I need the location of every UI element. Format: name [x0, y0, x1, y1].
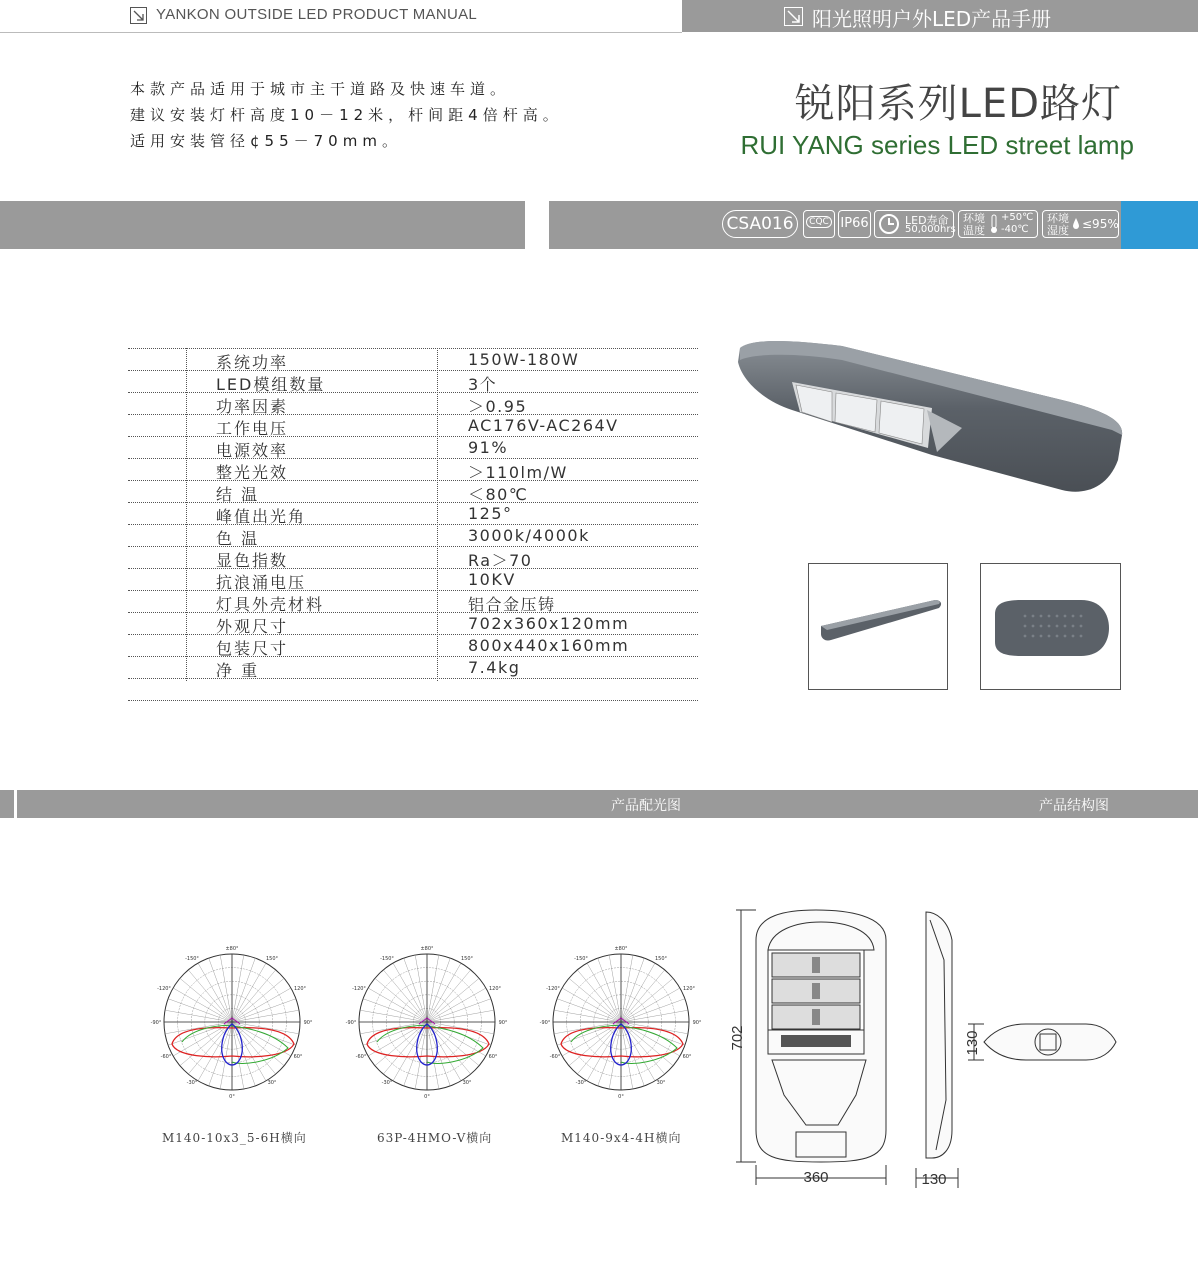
spec-row — [128, 370, 698, 392]
spec-row — [128, 392, 698, 414]
product-top-image — [981, 564, 1120, 689]
ip-badge: IP66 — [838, 210, 871, 238]
spec-key: 灯具外壳材料 — [216, 595, 325, 614]
header-right — [682, 0, 1198, 32]
spec-row — [128, 458, 698, 480]
screw-hole — [1024, 625, 1027, 628]
spec-row — [128, 612, 698, 634]
svg-text:120°: 120° — [488, 986, 502, 992]
spec-divider — [186, 348, 187, 681]
svg-text:60°: 60° — [488, 1054, 498, 1060]
svg-text:120°: 120° — [682, 986, 696, 992]
spec-row — [128, 414, 698, 436]
spec-key: 显色指数 — [216, 551, 289, 570]
svg-text:150°: 150° — [460, 956, 474, 962]
svg-text:-150°: -150° — [380, 956, 394, 962]
structure-drawing — [726, 900, 1126, 1190]
svg-text:-30°: -30° — [186, 1080, 198, 1086]
product-title-en: RUI YANG series LED street lamp — [740, 130, 1134, 160]
spec-row — [128, 502, 698, 524]
spec-key: 包装尺寸 — [216, 639, 289, 658]
spec-key: 抗浪涌电压 — [216, 573, 307, 592]
screw-hole — [1080, 625, 1083, 628]
spec-key: 峰值出光角 — [216, 507, 307, 526]
spec-value: 10KV — [468, 570, 516, 589]
svg-text:±80°: ±80° — [614, 946, 628, 952]
svg-text:-90°: -90° — [150, 1020, 162, 1026]
section-bar — [17, 790, 1198, 818]
header-left — [0, 0, 682, 33]
screw-hole — [1072, 615, 1075, 618]
blue-accent — [1121, 201, 1198, 249]
dim-height: 130 — [921, 1171, 947, 1188]
screw-hole — [1048, 635, 1051, 638]
dim-length: 702 — [729, 1025, 746, 1051]
svg-text:0°: 0° — [424, 1094, 430, 1100]
spec-row — [128, 348, 698, 370]
screw-hole — [1032, 615, 1035, 618]
product-title-cn: 锐阳系列LED路灯 — [794, 81, 1122, 127]
dim-front-height: 130 — [964, 1030, 981, 1056]
screw-hole — [1040, 625, 1043, 628]
svg-text:60°: 60° — [293, 1054, 303, 1060]
product-photo — [732, 330, 1127, 500]
spec-value: 铝合金压铸 — [468, 595, 556, 614]
svg-text:90°: 90° — [303, 1020, 313, 1026]
screw-hole — [1064, 615, 1067, 618]
spec-key: LED模组数量 — [216, 375, 326, 394]
spec-key: 整光光效 — [216, 463, 289, 482]
spec-key: 结 温 — [216, 485, 260, 504]
svg-text:150°: 150° — [654, 956, 668, 962]
thumbnail-top[interactable] — [980, 563, 1121, 690]
spec-value: ＜80℃ — [468, 485, 529, 504]
spec-row — [128, 480, 698, 502]
arrow-box-icon — [784, 7, 803, 26]
svg-text:-150°: -150° — [574, 956, 588, 962]
intro-text — [130, 76, 563, 154]
spec-value: 3个 — [468, 375, 498, 394]
screw-hole — [1064, 635, 1067, 638]
polar-chart — [142, 932, 322, 1112]
header-left-text: YANKON OUTSIDE LED PRODUCT MANUAL — [156, 6, 478, 23]
screw-hole — [1056, 615, 1059, 618]
svg-text:90°: 90° — [692, 1020, 702, 1026]
svg-text:±80°: ±80° — [420, 946, 434, 952]
screw-hole — [1048, 625, 1051, 628]
svg-text:-60°: -60° — [160, 1054, 172, 1060]
screw-hole — [1072, 635, 1075, 638]
spec-key: 净 重 — [216, 661, 260, 680]
spec-value: 150W-180W — [468, 350, 580, 369]
screw-hole — [1080, 615, 1083, 618]
svg-text:30°: 30° — [267, 1080, 277, 1086]
spec-value: 91% — [468, 438, 509, 457]
screw-hole — [1032, 635, 1035, 638]
section-bar-edge — [0, 790, 14, 818]
screw-hole — [1064, 625, 1067, 628]
polar-caption: 63P-4HMO-V横向 — [377, 1131, 493, 1145]
spec-key: 外观尺寸 — [216, 617, 289, 636]
screw-hole — [1040, 635, 1043, 638]
spec-value: 125° — [468, 504, 513, 523]
svg-text:150°: 150° — [265, 956, 279, 962]
spec-divider — [437, 348, 438, 681]
spec-row — [128, 678, 698, 701]
svg-text:0°: 0° — [229, 1094, 235, 1100]
temperature-badge: 环境温度 +50℃ -40℃ — [958, 210, 1038, 238]
svg-text:-150°: -150° — [185, 956, 199, 962]
spec-row — [128, 568, 698, 590]
spec-key: 工作电压 — [216, 419, 289, 438]
thermometer-icon — [990, 214, 998, 234]
spec-key: 色 温 — [216, 529, 260, 548]
svg-text:±80°: ±80° — [225, 946, 239, 952]
polar-caption: M140-9x4-4H横向 — [561, 1131, 682, 1145]
svg-text:60°: 60° — [682, 1054, 692, 1060]
spec-value: 702x360x120mm — [468, 614, 630, 633]
spec-row — [128, 634, 698, 656]
spec-row — [128, 546, 698, 568]
spec-table — [128, 348, 698, 701]
humidity-badge: 环境湿度 ≤95% — [1042, 210, 1119, 238]
water-drop-icon — [1072, 217, 1080, 231]
spec-key: 功率因素 — [216, 397, 289, 416]
svg-text:-120°: -120° — [546, 986, 560, 992]
polar-chart — [531, 932, 711, 1112]
spec-row — [128, 590, 698, 612]
spec-row — [128, 524, 698, 546]
structure-section-title: 产品结构图 — [1039, 798, 1109, 814]
csa-badge: CSA016 — [722, 210, 798, 238]
screw-hole — [1056, 625, 1059, 628]
product-side-image — [809, 564, 947, 689]
led-life-badge: LED寿命 50,000hrs — [874, 210, 954, 238]
gray-band-left — [0, 201, 525, 249]
clock-icon — [878, 213, 900, 235]
screw-hole — [1024, 615, 1027, 618]
svg-text:-30°: -30° — [381, 1080, 393, 1086]
svg-text:-120°: -120° — [157, 986, 171, 992]
spec-key: 电源效率 — [216, 441, 289, 460]
cqc-badge: CQC — [803, 210, 835, 238]
spec-value: ＞0.95 — [468, 397, 528, 416]
svg-text:-60°: -60° — [549, 1054, 561, 1060]
svg-text:30°: 30° — [656, 1080, 666, 1086]
screw-hole — [1080, 635, 1083, 638]
screw-hole — [1048, 615, 1051, 618]
photometric-section-title: 产品配光图 — [611, 798, 681, 814]
spec-value: 3000k/4000k — [468, 526, 590, 545]
screw-hole — [1072, 625, 1075, 628]
screw-hole — [1032, 625, 1035, 628]
polar-chart — [337, 932, 517, 1112]
svg-text:-90°: -90° — [345, 1020, 357, 1026]
screw-hole — [1056, 635, 1059, 638]
arrow-box-icon — [130, 7, 147, 24]
intro-line: 适用安装管径¢55－70mm。 — [130, 132, 402, 150]
screw-hole — [1024, 635, 1027, 638]
svg-text:90°: 90° — [498, 1020, 508, 1026]
svg-text:-90°: -90° — [539, 1020, 551, 1026]
header-right-text: 阳光照明户外LED产品手册 — [812, 7, 1052, 31]
screw-hole — [1040, 615, 1043, 618]
dim-width: 360 — [803, 1169, 829, 1186]
spec-value: 800x440x160mm — [468, 636, 630, 655]
intro-line: 本款产品适用于城市主干道路及快速车道。 — [130, 80, 511, 98]
spec-row — [128, 656, 698, 678]
spec-value: 7.4kg — [468, 658, 521, 677]
spec-value: Ra＞70 — [468, 551, 533, 570]
svg-text:120°: 120° — [293, 986, 307, 992]
spec-key: 系统功率 — [216, 353, 289, 372]
svg-text:-120°: -120° — [352, 986, 366, 992]
svg-text:-30°: -30° — [575, 1080, 587, 1086]
spec-value: ＞110lm/W — [468, 463, 568, 482]
spec-value: AC176V-AC264V — [468, 416, 619, 435]
svg-text:0°: 0° — [618, 1094, 624, 1100]
polar-caption: M140-10x3_5-6H横向 — [162, 1131, 307, 1145]
svg-text:-60°: -60° — [355, 1054, 367, 1060]
thumbnail-side[interactable] — [808, 563, 948, 690]
svg-text:30°: 30° — [462, 1080, 472, 1086]
intro-line: 建议安装灯杆高度10－12米，杆间距4倍杆高。 — [130, 106, 563, 124]
spec-row — [128, 436, 698, 458]
